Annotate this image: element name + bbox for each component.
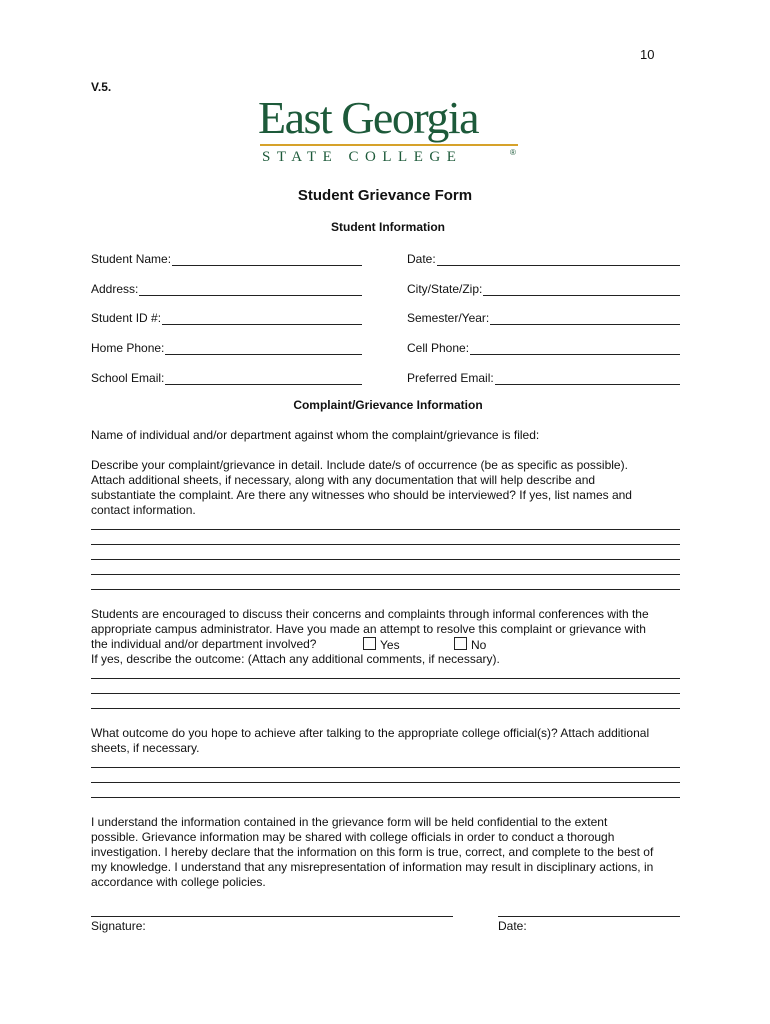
answer-line[interactable] [91,797,680,798]
student-id-field[interactable] [91,309,362,325]
cell-phone-field[interactable] [407,339,680,355]
complaint-info-heading: Complaint/Grievance Information [293,398,483,412]
input-line[interactable] [139,283,362,296]
against-prompt: Name of individual and/or department against whom the complaint/grievance is filed: [91,428,540,442]
answer-line[interactable] [91,782,680,783]
input-line[interactable] [490,312,680,325]
field-label: Student Name: [91,252,172,266]
answer-line[interactable] [91,678,680,679]
text-line: investigation. I hereby declare that the information on this form is true, correct, and complete to the best of [91,845,654,859]
no-checkbox[interactable] [454,637,467,650]
date-field[interactable] [407,250,680,266]
answer-line[interactable] [91,693,680,694]
field-label: Date: [407,252,436,266]
answer-line[interactable] [91,767,680,768]
registered-mark: ® [510,148,516,157]
text-line: accordance with college policies. [91,875,266,889]
text-line: Describe your complaint/grievance in detail. Include date/s of occurrence (be as specific as possible). [91,458,628,472]
field-label: Semester/Year: [407,311,490,325]
signature-date-label: Date: [498,919,527,933]
input-line[interactable] [437,253,680,266]
student-info-heading: Student Information [331,220,445,234]
preferred-email-field[interactable] [407,369,680,385]
input-line[interactable] [470,342,680,355]
text-line: contact information. [91,503,196,517]
field-label: Home Phone: [91,341,165,355]
informal-resolution-prompt [91,607,685,667]
version-label: V.5. [91,80,112,94]
text-line: appropriate campus administrator. Have you made an attempt to resolve this complaint or grievance with [91,622,646,636]
answer-line[interactable] [91,529,680,530]
field-label: Address: [91,282,139,296]
field-label: Preferred Email: [407,371,494,385]
answer-line[interactable] [91,708,680,709]
semester-year-field[interactable] [407,309,680,325]
informal-question: the individual and/or department involved? [91,637,317,651]
text-line: Attach additional sheets, if necessary, along with any documentation that will help describe and [91,473,596,487]
logo-subtitle: STATE COLLEGE [262,149,463,165]
form-title: Student Grievance Form [297,187,473,204]
text-line: substantiate the complaint. Are there any witnesses who should be interviewed? If yes, list names and [91,488,632,502]
logo-rule [260,144,518,146]
text-line: sheets, if necessary. [91,741,200,755]
text-line: What outcome do you hope to achieve after talking to the appropriate college official(s)? Attach additional [91,726,650,740]
school-email-field[interactable] [91,369,362,385]
answer-line[interactable] [91,544,680,545]
text-line: possible. Grievance information may be shared with college officials in order to conduct a thorough [91,830,615,844]
address-field[interactable] [91,280,362,296]
outcome-prompt: If yes, describe the outcome: (Attach any additional comments, if necessary). [91,652,500,666]
signature-line[interactable] [91,916,453,917]
logo-name: East Georgia [258,92,479,143]
hoped-outcome-prompt [91,726,685,756]
yes-no-row [91,637,685,652]
field-label: Cell Phone: [407,341,470,355]
signature-date-line[interactable] [498,916,680,917]
yes-checkbox[interactable] [363,637,376,650]
describe-prompt [91,458,685,518]
no-label: No [471,638,487,652]
yes-option[interactable] [363,637,400,653]
signature-label: Signature: [91,919,146,933]
yes-label: Yes [380,638,400,652]
text-line: I understand the information contained in the grievance form will be held confidential to the extent [91,815,608,829]
field-label: City/State/Zip: [407,282,483,296]
student-name-field[interactable] [91,250,362,266]
field-label: School Email: [91,371,165,385]
page-number: 10 [640,47,655,62]
input-line[interactable] [483,283,680,296]
answer-line[interactable] [91,574,680,575]
answer-line[interactable] [91,559,680,560]
home-phone-field[interactable] [91,339,362,355]
college-logo [258,92,528,170]
input-line[interactable] [172,253,362,266]
input-line[interactable] [165,342,362,355]
input-line[interactable] [495,372,680,385]
input-line[interactable] [165,372,362,385]
answer-line[interactable] [91,589,680,590]
text-line: my knowledge. I understand that any misrepresentation of information may result in disciplinary actions, in [91,860,654,874]
no-option[interactable] [454,637,486,653]
field-label: Student ID #: [91,311,162,325]
city-state-zip-field[interactable] [407,280,680,296]
text-line: Students are encouraged to discuss their concerns and complaints through informal conferences with the [91,607,649,621]
input-line[interactable] [162,312,362,325]
declaration-text [91,815,685,890]
